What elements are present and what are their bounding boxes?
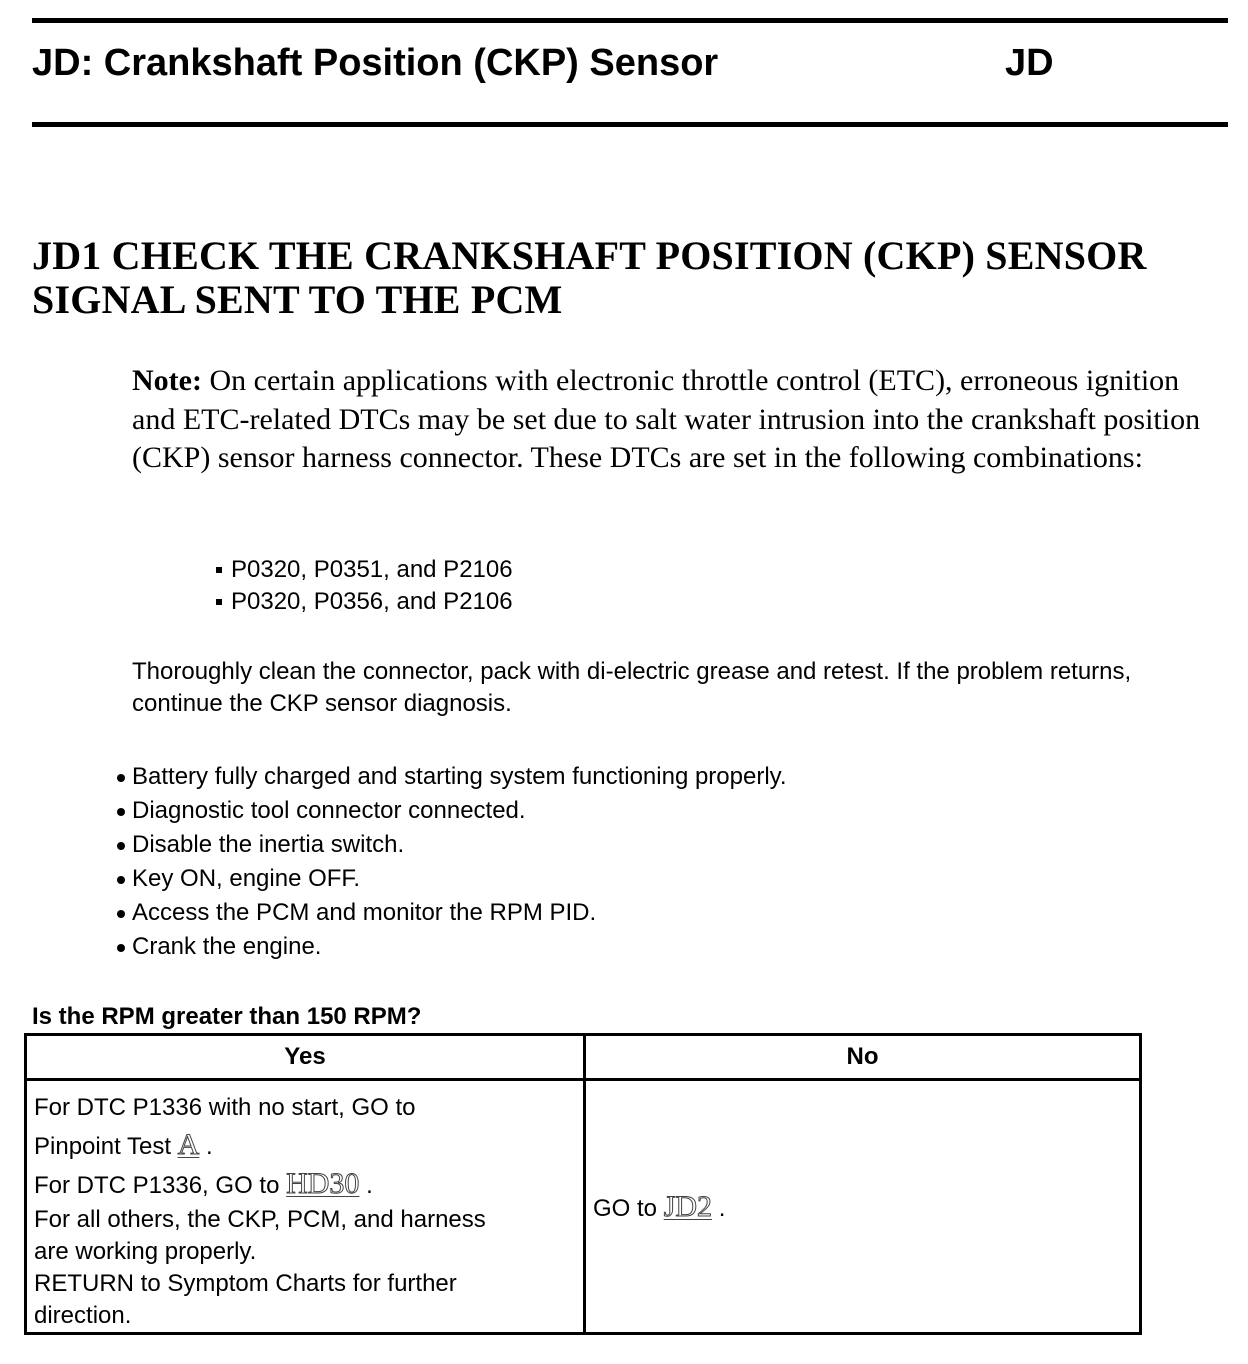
condition-item: Disable the inertia switch. xyxy=(116,828,787,862)
dtc-combination-item: P0320, P0356, and P2106 xyxy=(216,586,513,618)
step-heading-line1: JD1 CHECK THE CRANKSHAFT POSITION (CKP) SENSOR xyxy=(32,233,1147,278)
answer-table-row xyxy=(26,1080,1141,1334)
section-code: JD xyxy=(1005,42,1054,84)
note-text: On certain applications with electronic throttle control (ETC), erroneous ignition and ETC-related DTCs may be set due to salt water intrusion into the crankshaft position (CKP) sensor harness connector. These DTCs are set in the following combinations: xyxy=(132,364,1201,474)
yes-line: direction. xyxy=(34,1302,132,1329)
no-answer-text: . xyxy=(712,1194,726,1222)
yes-line xyxy=(34,1165,577,1204)
no-column-header: No xyxy=(585,1035,1141,1080)
yes-line xyxy=(34,1126,577,1165)
jd2-link[interactable]: JD2 xyxy=(663,1189,713,1223)
yes-line: For all others, the CKP, PCM, and harness xyxy=(34,1206,486,1233)
condition-item: Crank the engine. xyxy=(116,930,787,964)
answer-table-header-row xyxy=(26,1035,1141,1080)
answer-table xyxy=(24,1033,1142,1335)
test-question: Is the RPM greater than 150 RPM? xyxy=(32,1003,422,1030)
no-answer-cell xyxy=(585,1080,1141,1334)
note-paragraph xyxy=(132,362,1212,478)
pinpoint-test-a-link[interactable]: A xyxy=(177,1128,200,1161)
no-answer-text: GO to xyxy=(593,1194,664,1222)
cleaning-instructions: Thoroughly clean the connector, pack with di-electric grease and retest. If the problem returns, continue the CKP sensor diagnosis. xyxy=(132,658,1132,717)
test-conditions-list xyxy=(116,760,787,964)
yes-column-header: Yes xyxy=(26,1035,585,1080)
yes-line: RETURN to Symptom Charts for further xyxy=(34,1270,457,1297)
yes-line: are working properly. xyxy=(34,1238,257,1265)
header-bottom-rule xyxy=(32,122,1228,127)
hd30-link[interactable]: HD30 xyxy=(286,1167,360,1200)
yes-line: For DTC P1336 with no start, GO to xyxy=(34,1094,416,1121)
section-title: JD: Crankshaft Position (CKP) Sensor xyxy=(32,42,719,84)
condition-item: Diagnostic tool connector connected. xyxy=(116,794,787,828)
step-heading-line2: SIGNAL SENT TO THE PCM xyxy=(32,277,563,322)
note-label: Note: xyxy=(132,364,202,397)
top-rule xyxy=(32,18,1228,23)
dtc-combination-item: P0320, P0351, and P2106 xyxy=(216,554,513,586)
step-heading xyxy=(32,234,1212,322)
yes-line-text: . xyxy=(199,1133,213,1160)
condition-item: Key ON, engine OFF. xyxy=(116,862,787,896)
yes-answer-cell xyxy=(26,1080,585,1334)
dtc-combination-list xyxy=(216,554,513,618)
yes-line-text: For DTC P1336, GO to xyxy=(34,1172,287,1199)
section-header xyxy=(32,38,1228,98)
yes-line-text: . xyxy=(359,1172,373,1199)
yes-line-text: Pinpoint Test xyxy=(34,1133,178,1160)
condition-item: Battery fully charged and starting system functioning properly. xyxy=(116,760,787,794)
condition-item: Access the PCM and monitor the RPM PID. xyxy=(116,896,787,930)
